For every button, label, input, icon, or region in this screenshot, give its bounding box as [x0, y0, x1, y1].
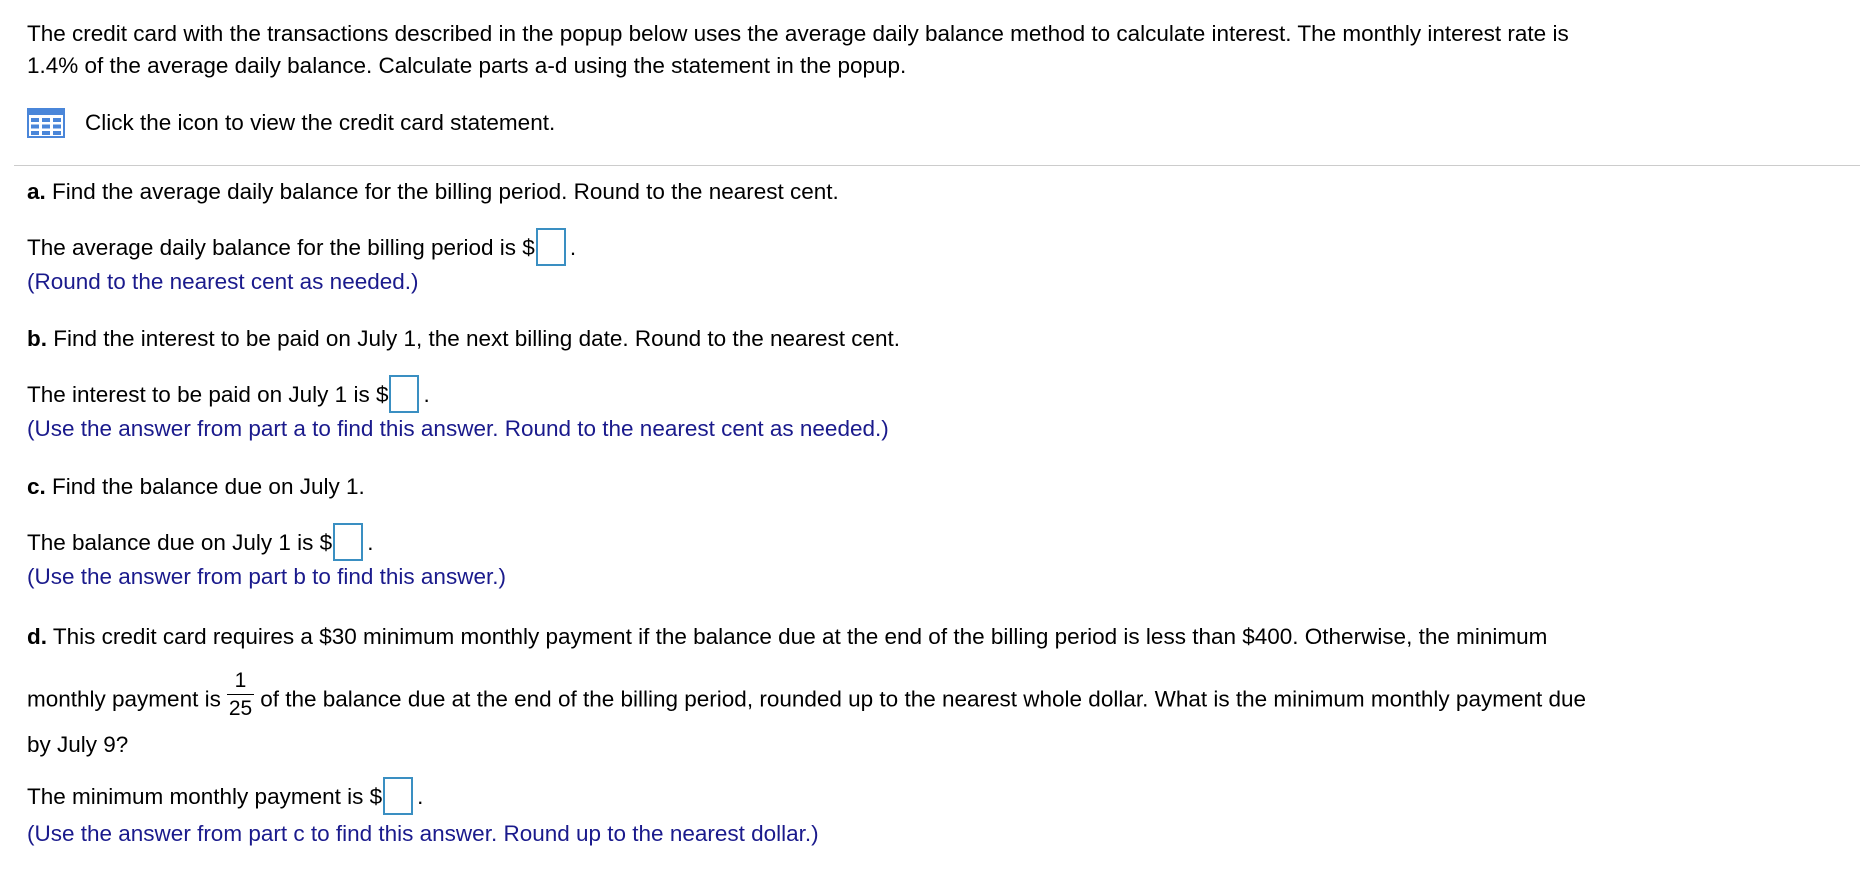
part-c-answer-suffix: .	[367, 529, 374, 555]
part-b-answer-prefix: The interest to be paid on July 1 is $	[27, 381, 389, 407]
statement-link[interactable]	[27, 107, 555, 139]
intro-line-2: 1.4% of the average daily balance. Calculate parts a-d using the statement in the popup.	[27, 53, 907, 78]
part-a-answer-line	[27, 230, 576, 268]
part-c-label: c.	[27, 474, 46, 499]
part-c-hint: (Use the answer from part b to find this answer.)	[27, 564, 506, 589]
part-d-answer-prefix: The minimum monthly payment is $	[27, 783, 383, 809]
part-b-answer-line	[27, 377, 430, 415]
statement-link-text[interactable]: Click the icon to view the credit card statement.	[85, 110, 556, 135]
part-a-answer-prefix: The average daily balance for the billing period is $	[27, 234, 535, 260]
part-b-label: b.	[27, 326, 47, 351]
fraction-numerator: 1	[227, 670, 254, 695]
problem-intro	[27, 18, 1857, 82]
section-divider	[14, 165, 1860, 166]
part-d-question-line-2	[27, 669, 1587, 725]
part-a-answer-suffix: .	[569, 234, 577, 260]
part-b-answer-input[interactable]	[389, 375, 419, 413]
table-grid-icon[interactable]	[27, 108, 65, 138]
part-c-question	[27, 471, 365, 503]
part-b-question-text: Find the interest to be paid on July 1, the next billing date. Round to the nearest cent.	[47, 326, 901, 351]
part-d-answer-line	[27, 779, 423, 817]
part-d-hint: (Use the answer from part c to find this answer. Round up to the nearest dollar.)	[27, 821, 819, 846]
part-b-hint: (Use the answer from part a to find this answer. Round to the nearest cent as needed.)	[27, 416, 889, 441]
part-d-question-text-2a: monthly payment is	[27, 686, 221, 712]
part-a-label: a.	[27, 179, 46, 204]
intro-line-1: The credit card with the transactions described in the popup below uses the average daily balance method to calculate interest. The monthly interest rate is	[27, 21, 1569, 46]
part-b-answer-suffix: .	[423, 381, 430, 407]
part-a-hint: (Round to the nearest cent as needed.)	[27, 269, 419, 294]
fraction-denominator: 25	[228, 697, 253, 720]
part-d-question-text-2b: of the balance due at the end of the billing period, rounded up to the nearest whole dollar. What is the minimum monthly payment due	[260, 686, 1587, 712]
part-d-question-text-1: This credit card requires a $30 minimum monthly payment if the balance due at the end of the billing period is less than $400. Otherwise, the minimum	[47, 624, 1548, 649]
part-d-answer-input[interactable]	[383, 777, 413, 815]
part-d-answer-suffix: .	[417, 783, 424, 809]
part-a-question	[27, 176, 839, 208]
part-d-question-line-3: by July 9?	[27, 732, 129, 757]
part-a-question-text: Find the average daily balance for the billing period. Round to the nearest cent.	[45, 179, 839, 204]
part-c-answer-prefix: The balance due on July 1 is $	[27, 529, 333, 555]
part-d-label: d.	[27, 624, 47, 649]
fraction-one-twenty-fifth	[227, 670, 254, 719]
part-c-answer-input[interactable]	[333, 523, 363, 561]
part-d-question-line-1	[27, 621, 1547, 653]
part-c-answer-line	[27, 525, 373, 563]
part-b-question	[27, 323, 900, 355]
part-a-answer-input[interactable]	[536, 228, 566, 266]
part-c-question-text: Find the balance due on July 1.	[45, 474, 365, 499]
